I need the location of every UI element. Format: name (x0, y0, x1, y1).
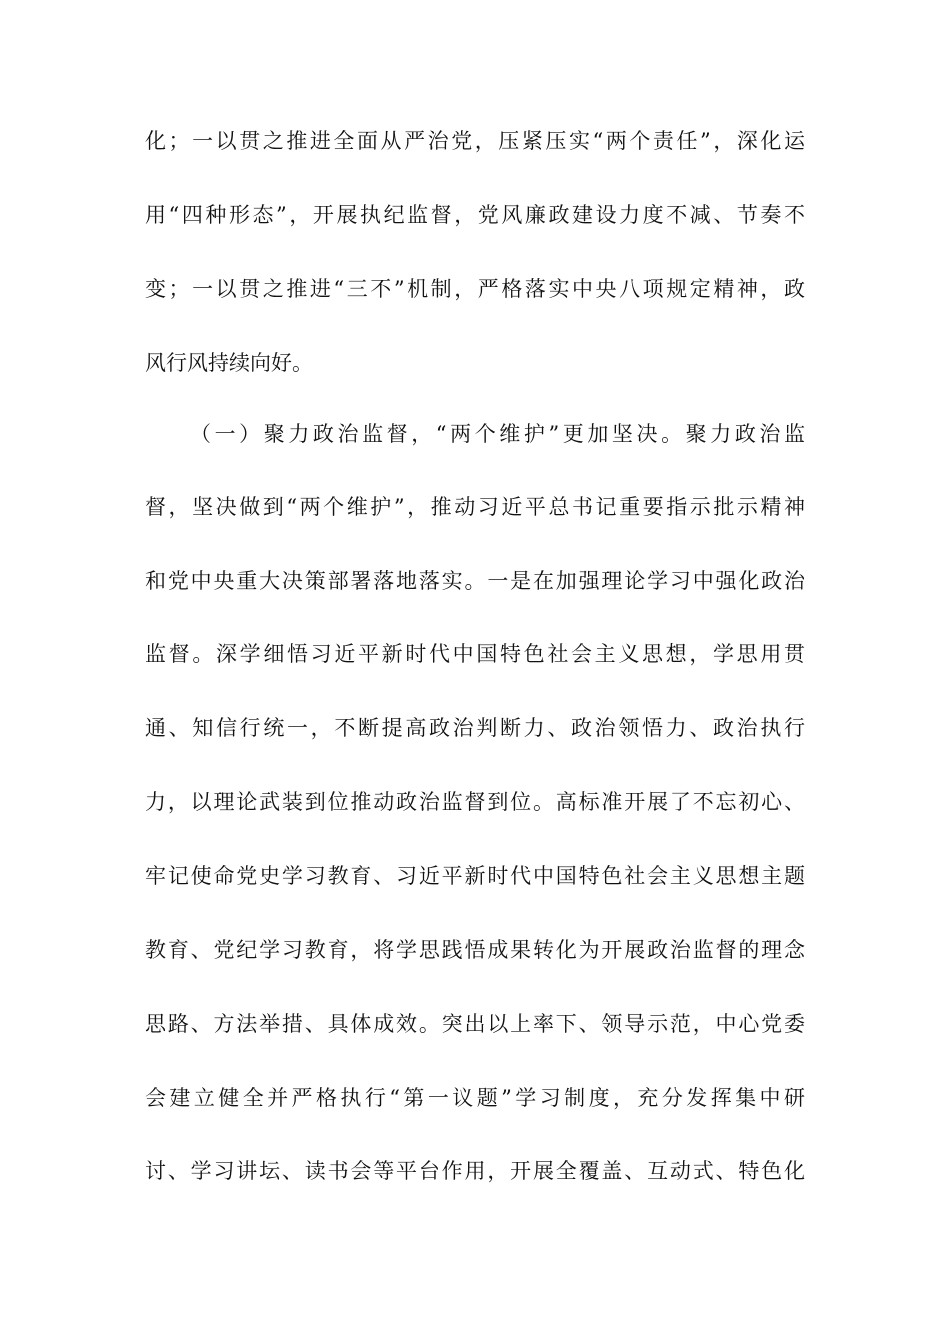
text-line-6: 督，坚决做到“两个维护”，推动习近平总书记重要指示批示精神 (145, 495, 805, 519)
text-line-4: 风行风持续向好。 (145, 351, 313, 375)
text-line-3: 变；一以贯之推进“三不”机制，严格落实中央八项规定精神，政 (145, 277, 805, 301)
text-line-2: 用“四种形态”，开展执纪监督，党风廉政建设力度不减、节奏不 (145, 203, 805, 227)
text-line-1: 化；一以贯之推进全面从严治党，压紧压实“两个责任”，深化运 (145, 129, 805, 153)
text-line-8: 监督。深学细悟习近平新时代中国特色社会主义思想，学思用贯 (145, 642, 805, 666)
text-line-12: 教育、党纪学习教育，将学思践悟成果转化为开展政治监督的理念 (145, 938, 805, 962)
text-line-15: 讨、学习讲坛、读书会等平台作用，开展全覆盖、互动式、特色化 (145, 1159, 805, 1183)
text-line-9: 通、知信行统一，不断提高政治判断力、政治领悟力、政治执行 (145, 716, 805, 740)
text-line-10: 力，以理论武装到位推动政治监督到位。高标准开展了不忘初心、 (145, 790, 805, 814)
section-heading-line: （一）聚力政治监督，“两个维护”更加坚决。聚力政治监 (190, 422, 805, 446)
text-line-14: 会建立健全并严格执行“第一议题”学习制度，充分发挥集中研 (145, 1086, 805, 1110)
text-line-13: 思路、方法举措、具体成效。突出以上率下、领导示范，中心党委 (145, 1012, 805, 1036)
text-line-11: 牢记使命党史学习教育、习近平新时代中国特色社会主义思想主题 (145, 864, 805, 888)
text-line-7: 和党中央重大决策部署落地落实。一是在加强理论学习中强化政治 (145, 569, 805, 593)
